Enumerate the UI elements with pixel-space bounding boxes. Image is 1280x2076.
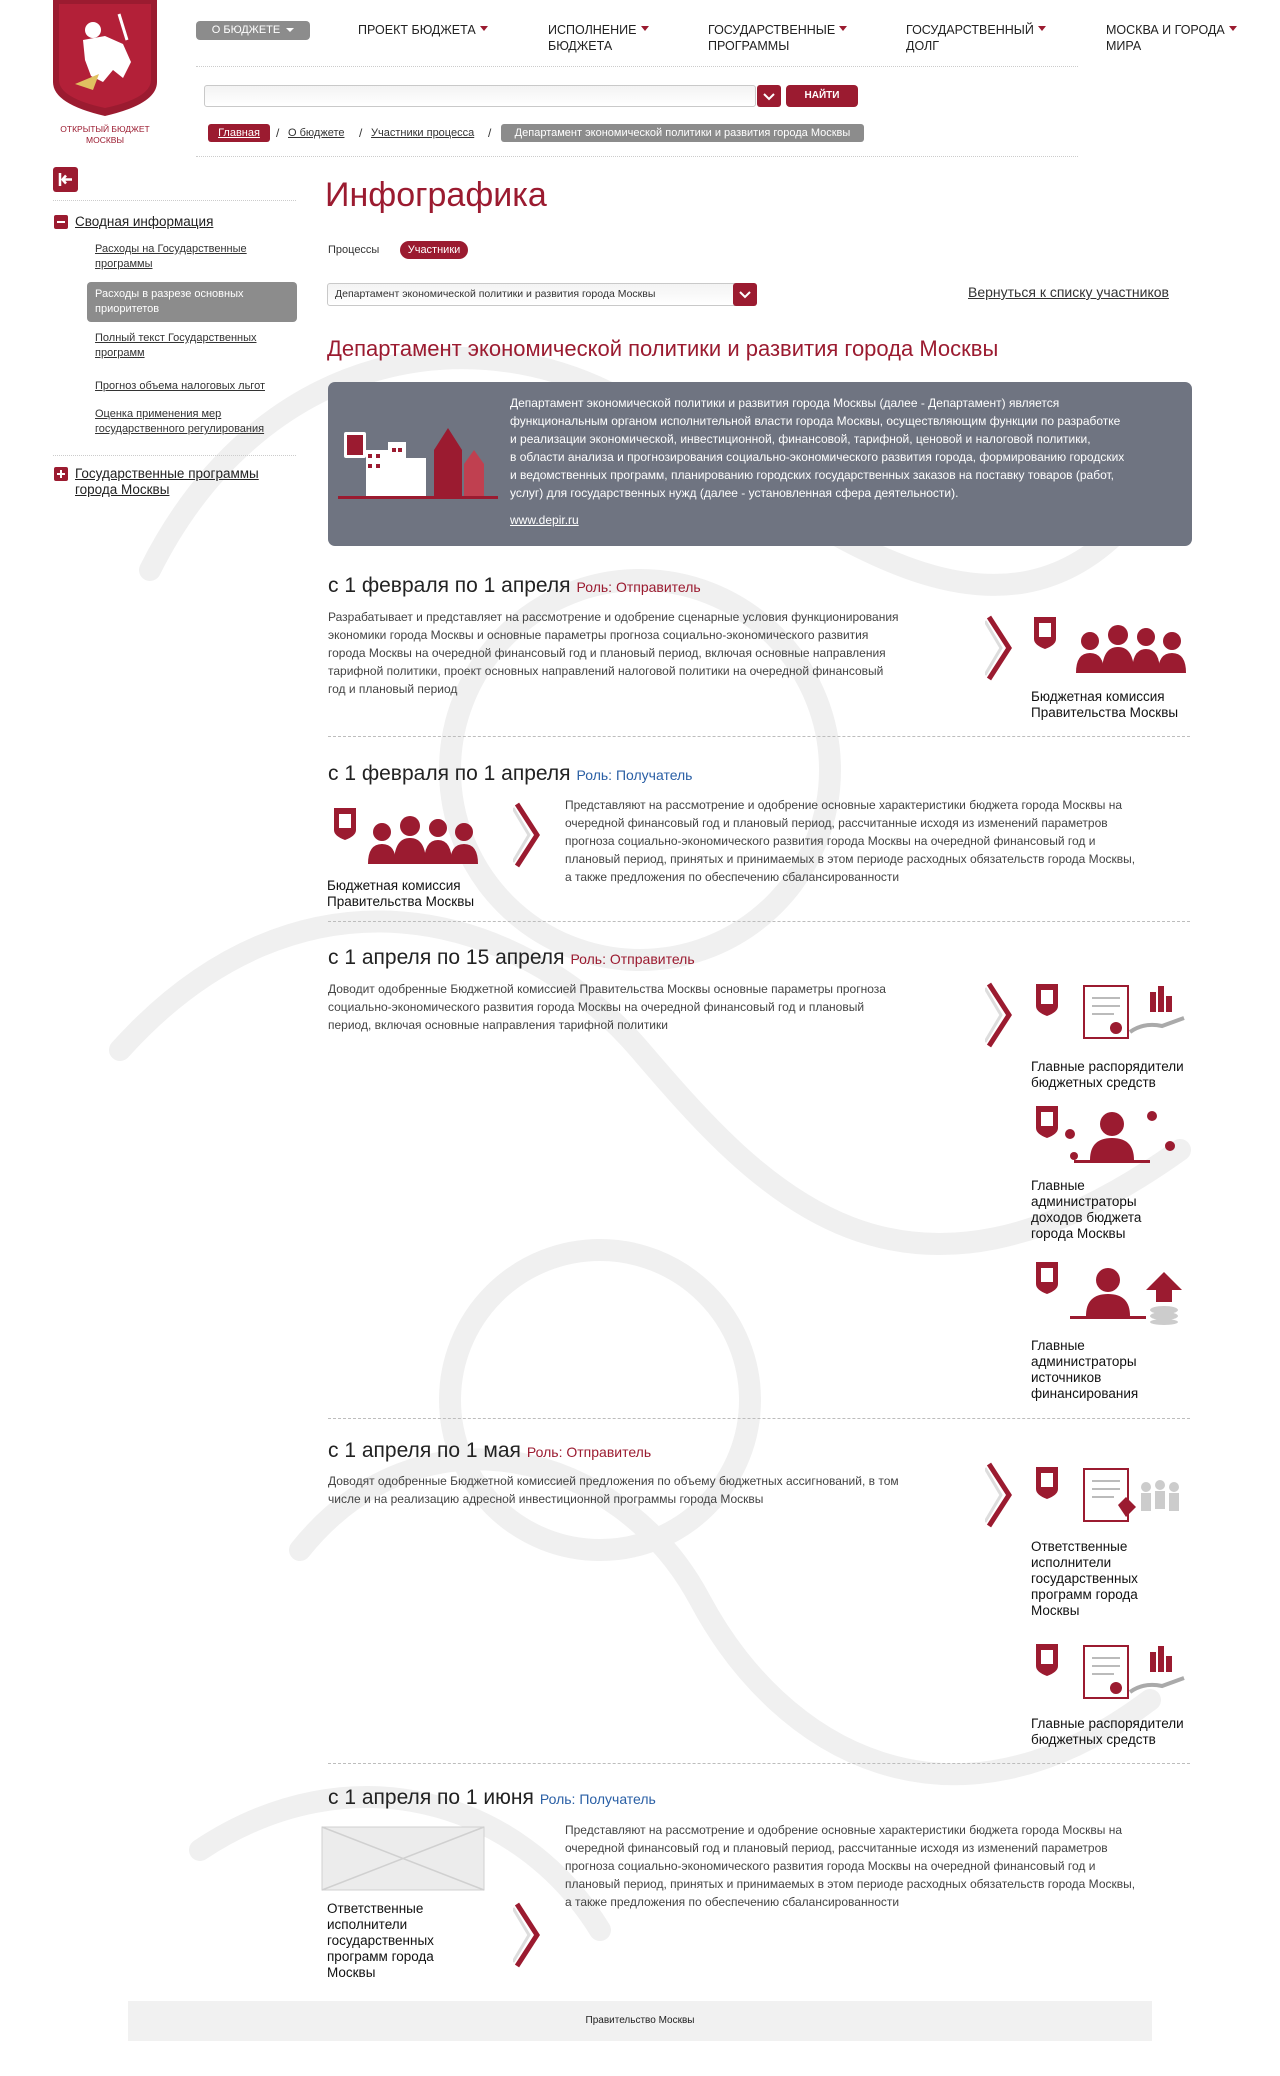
card-label-line: администраторы [1031,1354,1137,1369]
block-description [328,608,978,698]
sidebar-item-line: программ [95,347,145,359]
nav-budget-execution-line2: БЮДЖЕТА [548,39,613,53]
info-line: и ведомственных программ, планированию городских государственных заказов на поставку товаров (работ, [510,468,1114,482]
sidebar-section-state-programs[interactable] [75,466,259,498]
sidebar-divider [53,200,296,201]
block-divider [328,736,1190,737]
info-line: и реализации экономической, инвестиционной, финансовой, тарифной, ценовой и налоговой политики, [510,432,1091,446]
card-label-line: Правительства Москвы [1031,705,1179,720]
logo-text-line2: МОСКВЫ [86,135,124,145]
card-label-line: Бюджетная комиссия [327,878,461,893]
card-label-line: исполнители [327,1917,408,1932]
breadcrumb-home[interactable]: Главная [208,124,270,142]
budget-commission-icon [1030,615,1200,680]
desc-line: тарифной политики, проект основных направлений налоговой политики на очередной финансовый [328,664,884,678]
card-label-line: исполнители [1031,1555,1112,1570]
breadcrumb-separator: / [359,126,363,140]
period-heading [328,1786,656,1810]
card-label-line: государственных [1031,1571,1138,1586]
logo[interactable] [53,0,157,148]
card-label-line: Главные распорядители [1031,1716,1184,1731]
nav-state-debt-line2: ДОЛГ [906,39,940,53]
sidebar-item-line: Оценка применения мер [95,408,222,420]
breadcrumb-separator: / [276,126,280,140]
search-button[interactable]: НАЙТИ [786,85,858,107]
participant-select-dropdown[interactable] [733,283,757,306]
chevron-right-icon [513,1900,541,1970]
breadcrumb-separator: / [488,126,492,140]
role-sender: Роль: Отправитель [526,1444,652,1460]
chevron-down-icon [733,283,757,306]
caret-down-icon [286,28,294,32]
city-buildings-illustration [338,420,498,500]
desc-line: Представляют на рассмотрение и одобрение основные характеристики бюджета города Москвы на [565,1823,1123,1837]
caret-down-icon [839,26,847,31]
nav-budget-project-label: ПРОЕКТ БЮДЖЕТА [358,23,476,37]
tab-processes[interactable]: Процессы [328,244,380,256]
sidebar-item-line: Расходы на Государственные [95,243,247,255]
chevron-right-icon [985,980,1013,1050]
footer [128,2001,1152,2041]
card-label-line: Главные [1031,1178,1085,1193]
card-label-line: программ города [1031,1587,1138,1602]
period-text: с 1 февраля по 1 апреля [328,574,571,597]
search-dropdown-button[interactable] [757,85,781,107]
card-label-line: государственных [327,1933,434,1948]
nav-state-debt-line1: ГОСУДАРСТВЕННЫЙ [906,23,1034,37]
desc-line: а также предложения по обеспечению сбалансированности [565,1895,900,1909]
card-label-line: администраторы [1031,1194,1137,1209]
footer-text: Правительство Москвы [585,2015,695,2026]
sidebar-section-summary[interactable]: Сводная информация [75,214,214,229]
card-label-line: Москвы [1031,1603,1080,1618]
desc-line: Доводят одобренные Бюджетной комиссией предложения по объему бюджетных ассигнований, в том [328,1474,899,1488]
sidebar-section-line: города Москвы [75,482,170,497]
sidebar-item-priorities-expenses[interactable] [87,282,297,322]
nav-moscow-world-cities[interactable] [1106,22,1237,54]
card-label-line: Главные [1031,1338,1085,1353]
card-label-line: бюджетных средств [1031,1075,1156,1090]
role-receiver: Роль: Получатель [576,767,693,783]
budget-funds-managers-icon [1034,1642,1194,1702]
card-label [1031,1539,1138,1619]
plus-icon[interactable] [54,467,68,481]
card-label-line: финансирования [1031,1386,1139,1401]
sidebar-item-regulation-assessment[interactable] [95,407,300,437]
block-divider [328,1763,1190,1764]
card-label-line: Ответственные [1031,1539,1128,1554]
info-line: функциональным органом исполнительной власти города Москвы, осуществляющим функции по разработке [510,414,1121,428]
about-budget-label: О БЮДЖЕТЕ [211,24,281,36]
breadcrumb-current: Департамент экономической политики и развития города Москвы [501,124,864,142]
desc-line: очередной финансовый год и плановый период, рассчитанные исходя из изменений параметров [565,1841,1108,1855]
info-line: услуг) для государственных нужд (далее - установленная сфера деятельности). [510,486,959,500]
sidebar-item-line: программы [95,258,153,270]
desc-line: города Москвы на очередной финансовый год и плановый период, включая основные направления [328,646,886,660]
collapse-left-icon [53,167,78,192]
card-label-line: Ответственные [327,1901,424,1916]
budget-commission-icon [330,806,500,871]
sidebar-item-line: приоритетов [95,303,160,315]
page-title: Инфографика [325,176,547,214]
about-budget-button[interactable] [196,21,310,40]
caret-down-icon [1038,26,1046,31]
sidebar-item-program-expenses[interactable] [95,242,300,272]
card-label [1031,1178,1141,1242]
image-placeholder-icon [321,1826,485,1891]
block-divider [328,921,1190,922]
chevron-right-icon [985,613,1013,683]
program-executors-icon [1034,1465,1194,1527]
chevron-down-icon [757,85,781,107]
period-text: с 1 февраля по 1 апреля [328,762,571,785]
card-label [327,878,474,910]
nav-budget-project[interactable] [358,22,488,38]
nav-moscow-world-cities-line1: МОСКВА И ГОРОДА [1106,23,1225,37]
department-website-link[interactable]: www.depir.ru [510,513,579,527]
tab-participants[interactable]: Участники [400,241,468,259]
desc-line: прогноза социально-экономического развития города Москвы на очередной финансовый год и [565,834,1096,848]
nav-budget-execution-line1: ИСПОЛНЕНИЕ [548,23,637,37]
chevron-right-icon [985,1460,1013,1530]
desc-line: прогноза социально-экономического развития города Москвы на очередной финансовый год и [565,1859,1096,1873]
desc-line: а также предложения по обеспечению сбалансированности [565,870,900,884]
budget-funds-managers-icon [1034,982,1194,1042]
period-heading [328,762,692,786]
logo-text-line1: ОТКРЫТЫЙ БЮДЖЕТ [60,124,150,134]
card-label-line: Москвы [327,1965,376,1980]
card-label-line: источников [1031,1370,1102,1385]
card-label-line: программ города [327,1949,434,1964]
moscow-coat-of-arms-icon [53,0,157,116]
desc-line: Доводит одобренные Бюджетной комиссией Правительства Москвы основные параметры прогноза [328,982,886,996]
financing-sources-administrators-icon [1034,1260,1194,1325]
period-text: с 1 апреля по 15 апреля [328,946,565,969]
minus-icon[interactable] [54,215,68,229]
card-label [1031,1059,1184,1091]
breadcrumb-about[interactable]: О бюджете [288,127,345,139]
period-text: с 1 апреля по 1 мая [328,1439,521,1462]
collapse-sidebar-button[interactable] [53,167,78,192]
breadcrumb-divider [196,156,1078,157]
block-description [565,1821,1195,1911]
desc-line: числе и на реализацию адресной инвестиционной программы города Москвы [328,1492,764,1506]
nav-state-programs-line2: ПРОГРАММЫ [708,39,790,53]
period-heading [328,574,701,598]
back-to-participants-link[interactable]: Вернуться к списку участников [968,284,1169,300]
breadcrumb-participants[interactable]: Участники процесса [371,127,475,139]
desc-line: Разрабатывает и представляет на рассмотрение и одобрение сценарные условия функционирования [328,610,899,624]
nav-budget-execution[interactable] [548,22,649,54]
card-label-line: бюджетных средств [1031,1732,1156,1747]
role-sender: Роль: Отправитель [576,579,701,595]
card-label [327,1901,434,1981]
participant-select[interactable]: Департамент экономической политики и развития города Москвы [327,283,755,306]
chevron-right-icon [513,800,541,870]
card-label-line: доходов бюджета [1031,1210,1142,1225]
period-text: с 1 апреля по 1 июня [328,1786,534,1809]
nav-state-programs-line1: ГОСУДАРСТВЕННЫЕ [708,23,836,37]
card-label-line: Главные распорядители [1031,1059,1184,1074]
block-description [328,980,978,1034]
block-description [565,796,1195,886]
sidebar-item-line: Полный текст Государственных [95,332,257,344]
caret-down-icon [641,26,649,31]
card-label [1031,689,1178,721]
info-line: Департамент экономической политики и развития города Москвы (далее - Департамент) является [510,396,1060,410]
desc-line: плановый период, принятых и принимаемых в этом периоде расходных обязательств города Москвы, [565,852,1136,866]
block-description [328,1472,978,1508]
desc-line: социально-экономического развития города Москвы на очередной финансовый год и плановый [328,1000,865,1014]
sidebar-item-tax-benefits-forecast[interactable]: Прогноз объема налоговых льгот [95,380,265,392]
revenue-administrators-icon [1034,1104,1194,1169]
desc-line: год и плановый период [328,682,458,696]
sidebar-item-line: государственного регулирования [95,423,265,435]
department-info-text [510,394,1180,502]
desc-line: экономики города Москвы и основные параметры прогноза социально-экономического развития [328,628,869,642]
role-receiver: Роль: Получатель [539,1791,656,1807]
desc-line: период, включая основные направления тарифной политики [328,1018,668,1032]
sidebar-item-line: Расходы в разрезе основных [95,288,244,300]
card-label [1031,1716,1184,1748]
period-heading [328,1439,651,1463]
sidebar-item-programs-full-text[interactable] [95,331,300,361]
nav-state-programs[interactable] [708,22,847,54]
desc-line: плановый период, принятых и принимаемых в этом периоде расходных обязательств города Москвы, [565,1877,1136,1891]
nav-state-debt[interactable] [906,22,1046,54]
nav-divider [196,66,1078,67]
period-heading [328,946,695,970]
card-label-line: Правительства Москвы [327,894,475,909]
department-title: Департамент экономической политики и развития города Москвы [327,336,999,361]
card-label-line: Бюджетная комиссия [1031,689,1165,704]
role-sender: Роль: Отправитель [570,951,695,967]
desc-line: очередной финансовый год и плановый период, рассчитанные исходя из изменений параметров [565,816,1108,830]
card-label [1031,1338,1138,1402]
card-label-line: города Москвы [1031,1226,1126,1241]
nav-moscow-world-cities-line2: МИРА [1106,39,1142,53]
info-line: в области анализа и прогнозирования социально-экономического развития города, формированию городских [510,450,1125,464]
sidebar-section-line: Государственные программы [75,466,259,481]
caret-down-icon [1229,26,1237,31]
block-divider [328,1418,1190,1419]
desc-line: Представляют на рассмотрение и одобрение основные характеристики бюджета города Москвы на [565,798,1123,812]
search-input[interactable] [204,85,756,107]
caret-down-icon [480,26,488,31]
sidebar-divider [53,455,296,456]
